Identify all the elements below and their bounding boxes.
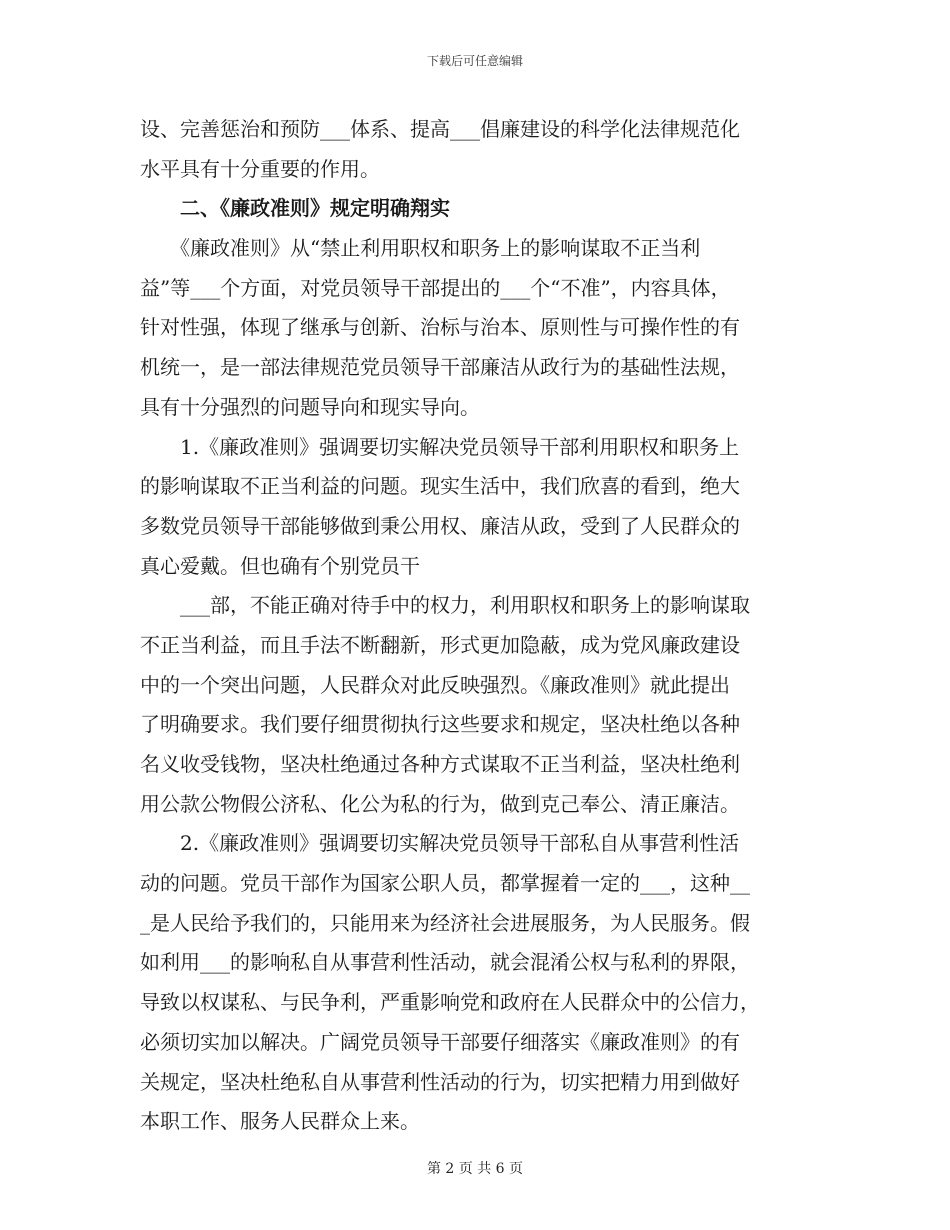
text-line: 中的一个突出问题，人民群众对此反映强烈。《廉政准则》就此提出 bbox=[140, 672, 730, 697]
text-line: 多数党员领导干部能够做到秉公用权、廉洁从政，受到了人民群众的 bbox=[140, 513, 740, 538]
page-header: 下载后可任意编辑 bbox=[426, 54, 523, 68]
text-line: 具有十分强烈的问题导向和现实导向。 bbox=[140, 394, 480, 419]
text-line: 关规定，坚决杜绝私自从事营利性活动的行为，切实把精力用到做好 bbox=[140, 1069, 740, 1094]
text-line: 《廉政准则》从“禁止利用职权和职务上的影响谋取不正当利 bbox=[170, 236, 701, 261]
text-line: 益”等___个方面，对党员领导干部提出的___个“不准”，内容具体， bbox=[140, 275, 731, 300]
text-line: 本职工作、服务人民群众上来。 bbox=[140, 1109, 420, 1134]
text-line: 必须切实加以解决。广阔党员领导干部要仔细落实《廉政准则》的有 bbox=[140, 1029, 740, 1054]
text-line: _是人民给予我们的，只能用来为经济社会进展服务，为人民服务。假 bbox=[140, 910, 750, 935]
text-line: 真心爱戴。但也确有个别党员干 bbox=[140, 553, 420, 578]
text-line: 2.《廉政准则》强调要切实解决党员领导干部私自从事营利性活 bbox=[180, 831, 740, 856]
text-line: 名义收受钱物，坚决杜绝通过各种方式谋取不正当利益，坚决杜绝利 bbox=[140, 752, 740, 776]
text-line: 导致以权谋私、与民争利，严重影响党和政府在人民群众中的公信力， bbox=[140, 990, 760, 1015]
text-line: 针对性强，体现了继承与创新、治标与治本、原则性与可操作性的有 bbox=[140, 315, 740, 340]
page-footer: 第 2 页 共 6 页 bbox=[426, 1161, 524, 1177]
text-line: 设、完善惩治和预防___体系、提高___倡廉建设的科学化法律规范化 bbox=[140, 117, 740, 141]
text-line: 用公款公物假公济私、化公为私的行为，做到克己奉公、清正廉洁。 bbox=[140, 791, 740, 816]
text-line: 不正当利益，而且手法不断翻新，形式更加隐蔽，成为党风廉政建设 bbox=[140, 632, 740, 657]
document-body bbox=[140, 110, 810, 1142]
text-line: 动的问题。党员干部作为国家公职人员，都掌握着一定的___，这种__ bbox=[140, 871, 750, 896]
text-line: 了明确要求。我们要仔细贯彻执行这些要求和规定，坚决杜绝以各种 bbox=[140, 712, 740, 737]
text-line: 如利用___的影响私自从事营利性活动，就会混淆公权与私利的界限， bbox=[140, 950, 750, 975]
text-line: 的影响谋取不正当利益的问题。现实生活中，我们欣喜的看到，绝大 bbox=[140, 474, 740, 499]
section-heading: 二、《廉政准则》规定明确翔实 bbox=[180, 196, 450, 221]
text-line: 水平具有十分重要的作用。 bbox=[140, 156, 380, 181]
text-line: 机统一，是一部法律规范党员领导干部廉洁从政行为的基础性法规， bbox=[140, 355, 740, 380]
text-line: 1.《廉政准则》强调要切实解决党员领导干部利用职权和职务上 bbox=[180, 434, 740, 459]
text-line: ___部，不能正确对待手中的权力，利用职权和职务上的影响谋取 bbox=[180, 593, 750, 618]
